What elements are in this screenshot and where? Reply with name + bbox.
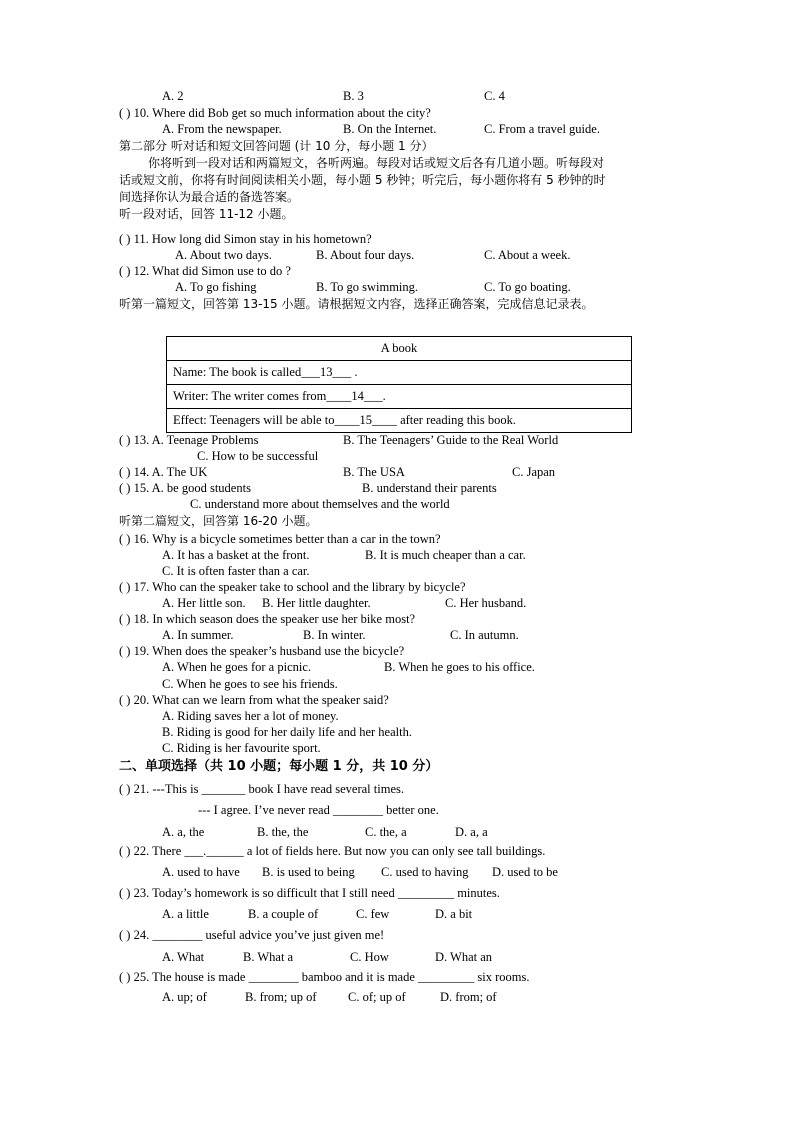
text-line: D. a bit <box>435 907 473 921</box>
table-cell-writer <box>167 385 632 409</box>
text-line: B. It is much cheaper than a car. <box>365 548 526 562</box>
text-line: B. What a <box>243 950 294 964</box>
cell-text: Effect: Teenagers will be able to <box>173 413 335 427</box>
text-line: ( ) 19. When does the speaker’s husband use the bicycle? <box>119 644 405 658</box>
text-line: ( ) 21. ---This is _______ book I have read several times. <box>119 782 404 796</box>
text-line: C. Riding is her favourite sport. <box>162 741 321 755</box>
text-line: A. From the newspaper. <box>162 122 282 136</box>
text-line: C. When he goes to see his friends. <box>162 677 338 691</box>
text-line: C. To go boating. <box>484 280 571 294</box>
text-line: A. used to have <box>162 865 240 879</box>
text-line: ( ) 20. What can we learn from what the speaker said? <box>119 693 389 707</box>
text-line: B. 3 <box>343 89 364 103</box>
text-line: C. It is often faster than a car. <box>162 564 310 578</box>
answer-blank-13: ___13___ <box>301 365 352 379</box>
answer-blank-14: ____14___ <box>326 389 383 403</box>
text-line: B. To go swimming. <box>316 280 419 294</box>
table-header-row <box>167 337 632 361</box>
cell-text: . <box>351 365 358 379</box>
text-line: 二、单项选择（共 10 小题；每小题 1 分，共 10 分） <box>119 759 439 774</box>
info-record-table <box>166 336 632 433</box>
text-line: C. How <box>350 950 389 964</box>
text-line: ( ) 15. A. be good students <box>119 481 251 495</box>
text-line: C. understand more about themselves and the world <box>190 497 450 511</box>
text-line: A. In summer. <box>162 628 234 642</box>
table-title: A book <box>167 337 632 361</box>
text-line: ( ) 22. There ___.______ a lot of fields here. But now you can only see tall buildings. <box>119 844 546 858</box>
text-line: D. from; of <box>440 990 497 1004</box>
text-line: ( ) 10. Where did Bob get so much information about the city? <box>119 106 431 120</box>
text-line: 听第二篇短文，回答第 16-20 小题。 <box>119 514 318 528</box>
text-line: 你将听到一段对话和两篇短文，各听两遍。每段对话或短文后各有几道小题。听每段对 <box>148 156 605 170</box>
text-line: A. About two days. <box>175 248 272 262</box>
text-line: ( ) 16. Why is a bicycle sometimes better than a car in the town? <box>119 532 441 546</box>
table-row <box>167 361 632 385</box>
text-line: C. How to be successful <box>197 449 319 463</box>
cell-text: Writer: The writer comes from <box>173 389 327 403</box>
text-line: C. About a week. <box>484 248 571 262</box>
text-line: B. Riding is good for her daily life and her health. <box>162 725 412 739</box>
text-line: A. What <box>162 950 205 964</box>
table-row <box>167 385 632 409</box>
text-line: D. a, a <box>455 825 488 839</box>
table-cell-name <box>167 361 632 385</box>
text-line: ( ) 12. What did Simon use to do ? <box>119 264 291 278</box>
text-line: A. It has a basket at the front. <box>162 548 310 562</box>
text-line: A. up; of <box>162 990 207 1004</box>
text-line: 间选择你认为最合适的备选答案。 <box>119 190 300 204</box>
text-line: A. 2 <box>162 89 184 103</box>
text-line: B. the, the <box>257 825 309 839</box>
text-line: 第二部分 听对话和短文回答问题 (计 10 分，每小题 1 分） <box>119 139 434 153</box>
text-line: 话或短文前，你将有时间阅读相关小题，每小题 5 秒钟；听完后，每小题你将有 5 秒钟的时 <box>119 173 606 187</box>
text-line: C. In autumn. <box>450 628 519 642</box>
text-line: B. When he goes to his office. <box>384 660 535 674</box>
text-line: ( ) 25. The house is made ________ bamboo and it is made _________ six rooms. <box>119 970 530 984</box>
text-line: B. a couple of <box>248 907 319 921</box>
text-line: A. a, the <box>162 825 205 839</box>
text-line: A. a little <box>162 907 209 921</box>
table-row <box>167 409 632 433</box>
text-line: C. of; up of <box>348 990 406 1004</box>
text-line: 听第一篇短文，回答第 13-15 小题。请根据短文内容，选择正确答案，完成信息记录表。 <box>119 297 594 311</box>
text-line: D. used to be <box>492 865 558 879</box>
text-line: C. Her husband. <box>445 596 527 610</box>
answer-blank-15: ____15____ <box>334 413 397 427</box>
text-line: C. 4 <box>484 89 505 103</box>
cell-text: . <box>382 389 386 403</box>
text-line: B. Her little daughter. <box>262 596 371 610</box>
text-line: ( ) 23. Today’s homework is so difficult that I still need _________ minutes. <box>119 886 500 900</box>
cell-text: after reading this book. <box>396 413 517 427</box>
text-line: ( ) 17. Who can the speaker take to school and the library by bicycle? <box>119 580 466 594</box>
text-line: B. About four days. <box>316 248 415 262</box>
text-line: B. from; up of <box>245 990 317 1004</box>
text-line: A. Her little son. <box>162 596 246 610</box>
text-line: C. used to having <box>381 865 469 879</box>
text-line: D. What an <box>435 950 493 964</box>
text-line: --- I agree. I’ve never read ________ better one. <box>198 803 439 817</box>
text-line: C. the, a <box>365 825 407 839</box>
text-line: B. The USA <box>343 465 405 479</box>
text-line: B. is used to being <box>262 865 355 879</box>
text-line: C. Japan <box>512 465 556 479</box>
cell-text: Name: The book is called <box>173 365 302 379</box>
table-cell-effect <box>167 409 632 433</box>
text-line: ( ) 14. A. The UK <box>119 465 208 479</box>
text-line: B. In winter. <box>303 628 366 642</box>
text-line: A. When he goes for a picnic. <box>162 660 312 674</box>
text-line: B. On the Internet. <box>343 122 437 136</box>
text-line: ( ) 24. ________ useful advice you’ve just given me! <box>119 928 385 942</box>
text-line: ( ) 11. How long did Simon stay in his hometown? <box>119 232 372 246</box>
text-line: A. Riding saves her a lot of money. <box>162 709 339 723</box>
text-line: ( ) 13. A. Teenage Problems <box>119 433 259 447</box>
text-line: 听一段对话，回答 11-12 小题。 <box>119 207 294 221</box>
text-line: C. few <box>356 907 390 921</box>
text-line: B. The Teenagers’ Guide to the Real World <box>343 433 559 447</box>
text-line: B. understand their parents <box>362 481 497 495</box>
text-line: C. From a travel guide. <box>484 122 600 136</box>
text-line: ( ) 18. In which season does the speaker use her bike most? <box>119 612 416 626</box>
text-line: A. To go fishing <box>175 280 257 294</box>
